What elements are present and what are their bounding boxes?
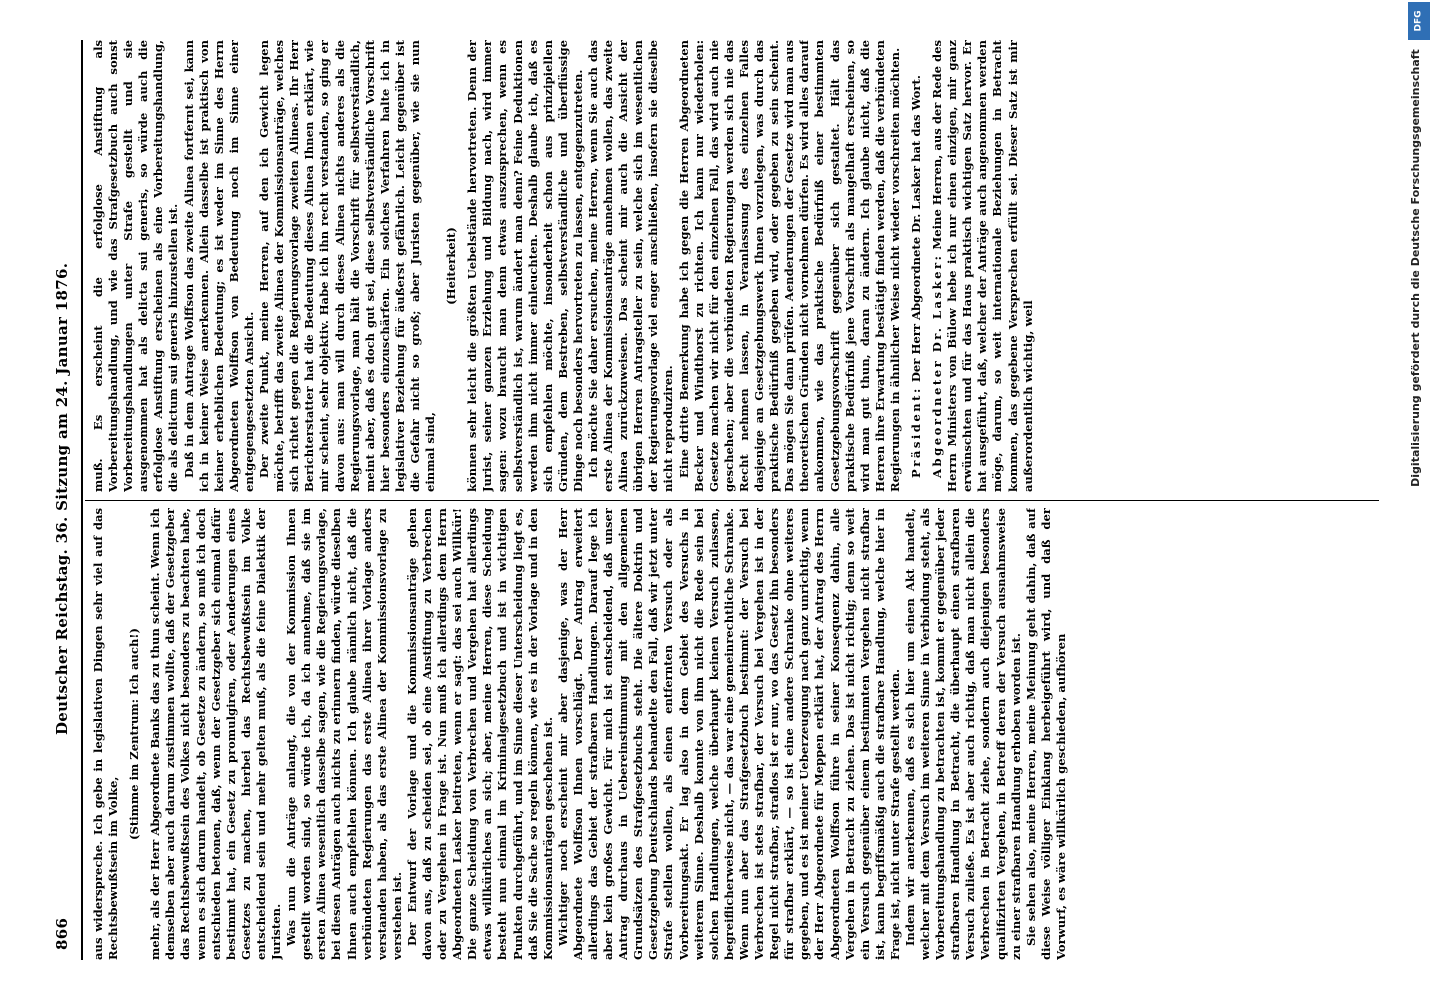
- speaker-paragraph: [930, 40, 1036, 492]
- page-title: Deutscher Reichstag. 36. Sitzung am 24. Januar 1876.: [53, 262, 71, 736]
- interjection: (Heiterkeit): [444, 227, 459, 305]
- body-paragraph: Ich möchte Sie daher ersuchen, meine Herren, wenn Sie auch das erste Alinea der Kommissionsanträge annehmen wollen, das zweite Alinea zurückzuweisen. Das scheint mir auch die Ansicht der übrigen Herren Antragsteller zu sein, welche sich im wesentlichen der Regierungsvorlage viel enger anschließen, insofern sie dieselbe nicht reproduziren.: [586, 40, 676, 492]
- body-paragraph: Sie sehen also, meine Herren, meine Meinung geht dahin, daß auf diese Weise völliger Einklang herbeigeführt wird, und daß der Vorwurf, es wäre willkürlich geschieden, aufhören: [1023, 508, 1068, 960]
- page-header: [53, 50, 79, 950]
- left-column: [91, 508, 1371, 960]
- body-paragraph: aus widerspreche. Ich gebe in legislativen Dingen sehr viel auf das Rechtsbewußtsein im Volke,: [91, 508, 121, 960]
- speaker-text: Der Herr Abgeordnete Dr. Lasker hat das Wort.: [908, 75, 923, 383]
- column-divider: [85, 500, 1379, 501]
- dfg-sidebar: [1402, 0, 1432, 1000]
- body-paragraph: Indem wir anerkennen, daß es sich hier um einen Akt handelt, welcher mit dem Versuch im weiteren Sinne in Verbindung steht, als Vorbereitungshandlung zu betrachten ist, kommt er gegenüber jeder strafbaren Handlung in Betracht, die überhaupt einen strafbaren Versuch zuließe. Es ist aber auch richtig, daß man nicht allein die Verbrechen in Betracht ziehe, sondern auch diejenigen besonders qualifizirten Vergehen, in Betreff deren der Versuch ausnahmsweise zu einer strafbaren Handlung erhoben worden ist.: [902, 508, 1023, 960]
- dfg-logo: DFG: [1408, 2, 1430, 40]
- interjection: (Stimme im Zentrum: Ich auch!): [127, 628, 142, 840]
- body-paragraph: Was nun die Anträge anlangt, die von der Kommission Ihnen gestellt worden sind, so würde ich, da ich annehme, daß sie im ersten Alinea wesentlich dasselbe sagen, wie die Regierungsvorlage, bei diesen Anträgen auch nichts zu erinnern finden, würde dieselben Ihnen auch empfehlen können. Ich glaube nämlich nicht, daß die verbündeten Regierungen das erste Alinea ihrer Vorlage anders verstanden haben, als das erste Alinea der Kommissionsvorlage zu verstehen ist.: [284, 508, 404, 960]
- speaker-paragraph: [909, 40, 924, 492]
- speaker-label: Präsident:: [908, 386, 923, 478]
- body-paragraph: Eine dritte Bemerkung habe ich gegen die Herren Abgeordneten Becker und Windthorst zu richten. Ich kann nur wiederholen: Gesetze machen wir nicht für den einzelnen Fall, das wird auch nie geschehen; aber die verbündeten Regierungen werden sich nie das Recht nehmen lassen, in Veranlassung des einzelnen Falles dasjenige an Gesetzgebungswerk Ihnen vorzulegen, was durch das praktische Bedürfniß gegeben wird, oder gegeben zu sein scheint. Das mögen Sie dann prüfen. Aenderungen der Gesetze wird man aus theoretischen Gründen nicht vornehmen dürfen. Es wird alles darauf ankommen, wie das praktische Bedürfniß einer bestimmten Gesetzgebungsvorschrift gegenüber sich gestaltet. Hält das praktische Bedürfniß jene Vorschrift als mangelhaft erscheinen, so wird man gut thun, daran zu ändern. Ich glaube nicht, daß die Herren ihre Erwartung bestätigt finden werden, daß die verbündeten Regierungen in ähnlicher Weise nicht wieder vorschreiten möchten.: [676, 40, 902, 492]
- body-paragraph: Wichtiger noch erscheint mir aber dasjenige, was der Herr Abgeordnete Wolffson Ihnen vorschlägt. Der Antrag erweitert allerdings das Gebiet der strafbaren Handlungen. Darauf lege ich aber kein großes Gewicht. Für mich ist entscheidend, daß unser Antrag durchaus in Uebereinstimmung mit den allgemeinen Grundsätzen des Strafgesetzbuchs steht. Die ältere Doktrin und Gesetzgebung Deutschlands behandelte den Fall, daß wir jetzt unter Strafe stellen wollen, als einen entfernten Versuch oder als Vorbereitungsakt. Er lag also in dem Gebiet des Versuchs in weiterem Sinne. Deshalb konnte von ihm nicht die Rede sein bei solchen Handlungen, welche überhaupt keinen Versuch zulassen, begreiflicherweise nicht, — das war eine gemeinrechtliche Schranke. Wenn nun aber das Strafgesetzbuch bestimmt: der Versuch bei Verbrechen ist stets strafbar, der Versuch bei Vergehen ist in der Regel nicht strafbar, straflos ist er nur, wo das Gesetz ihn besonders für strafbar erklärt, — so ist eine andere Schranke ohne weiteres gegeben, und es ist meiner Ueberzeugung nach ganz unrichtig, wenn der Herr Abgeordnete für Meppen erklärt hat, der Antrag des Herrn Abgeordneten Wolffson führe in seiner Konsequenz dahin, alle Vergehen in Betracht zu ziehen. Das ist nicht richtig; denn so weit ein Versuch gegenüber einem bestimmten Vergehen nicht strafbar ist, kann begriffsmäßig auch die strafbare Handlung, welche hier in Frage ist, nicht unter Strafe gestellt werden.: [555, 508, 902, 960]
- speaker-label: Abgeordneter Dr. Lasker:: [930, 253, 945, 478]
- body-paragraph: Der zweite Punkt, meine Herren, auf den ich Gewicht legen möchte, betrifft das zweite Alinea der Kommissionsanträge, welches sich richtet gegen die Regierungsvorlage zweiten Alineas. Ihr Herr Berichterstatter hat die Bedeutung dieses Alinea Ihnen erklärt, wie mir scheint, sehr objektiv. Habe ich ihn recht verstanden, so ging er davon aus: man will durch dieses Alinea nichts anderes als die Regierungsvorlage, man hält die Vorschrift für selbstverständlich, meint aber, daß es doch gut sei, diese selbstverständliche Vorschrift hier besonders einzuschärfen. Ein solches Verfahren halte ich in legislativer Beziehung für äußerst gefährlich. Leicht gegenüber ist die Gefahr nicht so groß; aber Juristen gegenüber, wie sie nun einmal sind,: [257, 40, 438, 492]
- right-column: [91, 40, 1371, 492]
- body-paragraph: können sehr leicht die größten Uebelstände hervortreten. Denn der Jurist, seiner ganzen Erziehung und Bildung nach, wird immer sagen: wozu braucht man denn etwas auszusprechen, wenn es selbstverständlich ist, warum ändert man denn? Feine Deduktionen werden ihm nicht immer einleuchten. Deshalb glaube ich, daß es sich empfehlen möchte, insonderheit schon aus prinzipiellen Gründen, dem Bestreben, selbstverständliche und überflüssige Dinge noch besonders hervortreten zu lassen, entgegenzutreten.: [465, 40, 585, 492]
- page-number: 866: [53, 917, 71, 950]
- rotated-page: [41, 20, 1391, 980]
- body-paragraph: Daß in dem Antrage Wolffson das zweite Alinea fortfernt sei, kann ich in keiner Weise anerkennen. Allein dasselbe ist praktisch von keiner erheblichen Bedeutung; es ist weder im Sinne des Herrn Abgeordneten Wolffson von Bedeutung noch im Sinne einer entgegengesetzten Ansicht.: [181, 40, 256, 492]
- speaker-text: Meine Herren, aus der Rede des Herrn Ministers von Bülow hebe ich nur einen einzigen, mir ganz erwünschten und für das Haus praktisch wichtigen Satz hervor. Er hat ausgeführt, daß, welcher der Anträge auch angenommen werden möge, darum, so weit internationale Beziehungen in Betracht kommen, das gegebene Versprechen erfüllt sei. Dieser Satz ist mir außerordentlich wichtig, weil: [930, 40, 1035, 492]
- dfg-credit: Digitalisierung gefördert durch die Deutsche Forschungsgemeinschaft: [1409, 49, 1422, 487]
- body-paragraph: mehr, als der Herr Abgeordnete Banks das zu thun scheint. Wenn ich demselben aber auch darum zustimmen wollte, daß der Gesetzgeber das Rechtsbewußtsein des Volkes nicht besonders zu beachten habe, wenn es sich darum handelt, ob Gesetze zu ändern, so muß ich doch entschieden betonen, daß, wenn der Gesetzgeber sich einmal dafür bestimmt hat, ein Gesetz zu promulgiren, oder Aenderungen eines Gesetzes zu machen, hierbei das Rechtsbewußtsein im Volke entscheidend sein und mehr gelten muß, als die feine Dialektik der Juristen.: [148, 508, 284, 960]
- body-paragraph: Der Entwurf der Vorlage und die Kommissionsanträge gehen davon aus, daß zu scheiden sei, ob eine Anstiftung zu Verbrechen oder zu Vergehen in Frage ist. Nun muß ich allerdings dem Herrn Abgeordneten Lasker beitreten, wenn er sagt: das sei auch Willkür! Die ganze Scheidung von Verbrechen und Vergehen hat allerdings etwas willkürliches an sich; aber, meine Herren, diese Scheidung besteht nun einmal im Kriminalgesetzbuch und ist in wichtigen Punkten durchgeführt, und im Sinne dieser Unterscheidung liegt es, daß Sie die Sache so regeln können, wie es in der Vorlage und in den Kommissionsanträgen geschehen ist.: [404, 508, 555, 960]
- header-rule: [81, 40, 83, 960]
- body-paragraph: muß. Es erscheint die erfolglose Anstiftung als Vorbereitungshandlung, und wie das Strafgesetzbuch auch sonst Vorbereitungshandlungen unter Strafe gestellt und sie ausgenommen hat als delicta sui generis, so würde auch die erfolglose Anstiftung erscheinen als eine Vorbereitungshandlung, die als delictum sui generis hinzustellen ist.: [91, 40, 181, 492]
